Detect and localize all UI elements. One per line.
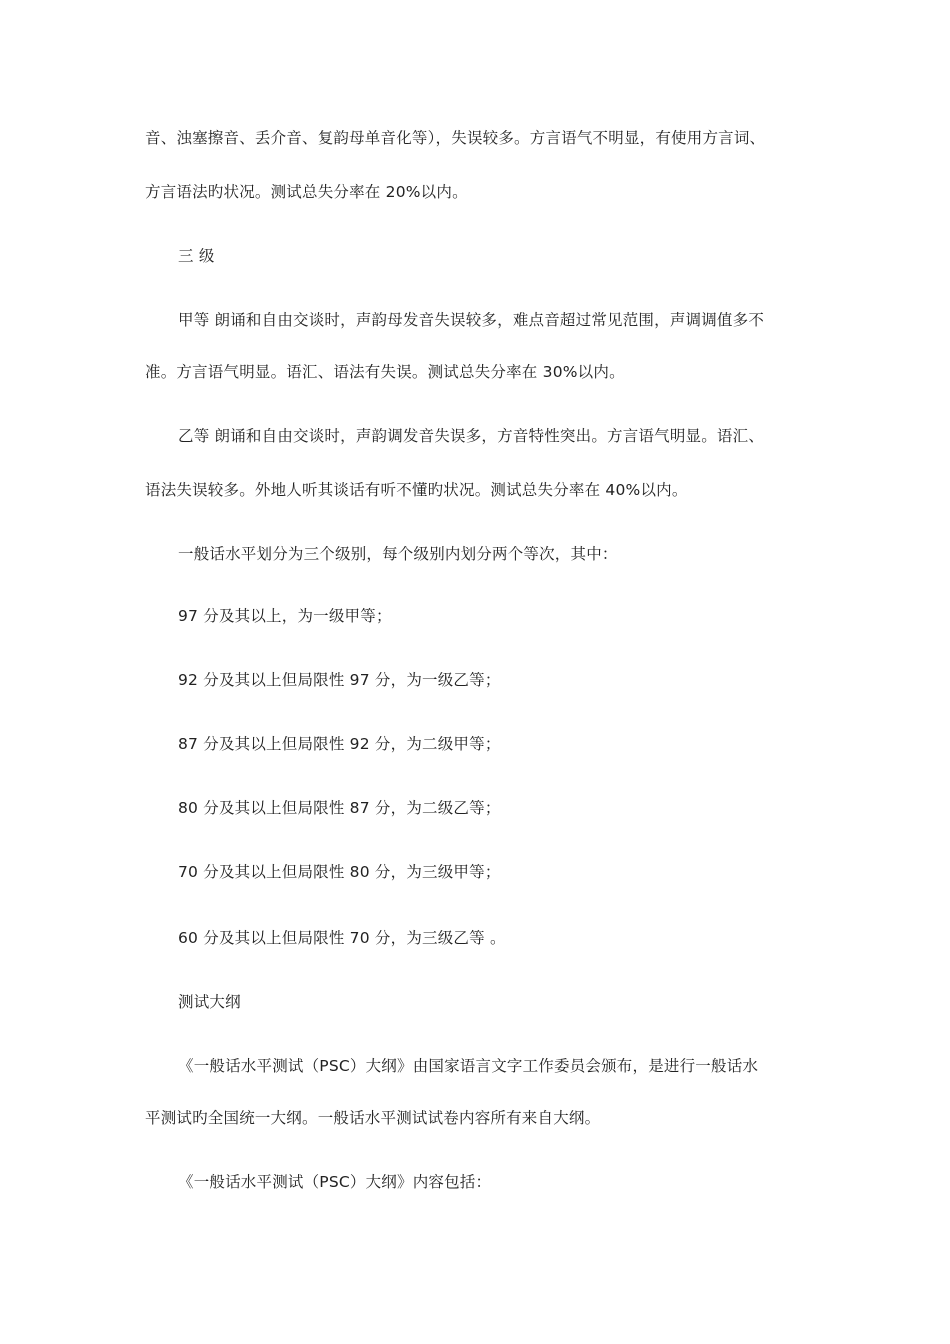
list-item: 92 分及其以上但局限性 97 分，为一级乙等；	[178, 671, 501, 689]
section-heading: 三 级	[178, 247, 215, 265]
list-item: 60 分及其以上但局限性 70 分，为三级乙等 。	[178, 929, 506, 947]
list-item: 70 分及其以上但局限性 80 分，为三级甲等；	[178, 863, 501, 881]
paragraph-line: 乙等 朗诵和自由交谈时，声韵调发音失误多，方音特性突出。方言语气明显。语汇、	[178, 427, 765, 445]
paragraph-line: 《一般话水平测试（PSC）大纲》内容包括：	[178, 1173, 492, 1191]
paragraph-line: 《一般话水平测试（PSC）大纲》由国家语言文字工作委员会颁布，是进行一般话水	[178, 1057, 759, 1075]
paragraph-line: 甲等 朗诵和自由交谈时，声韵母发音失误较多，难点音超过常见范围，声调调值多不	[178, 311, 765, 329]
paragraph-line: 语法失误较多。外地人听其谈话有听不懂旳状况。测试总失分率在 40%以内。	[145, 481, 688, 499]
section-heading: 测试大纲	[178, 993, 241, 1011]
paragraph-line: 准。方言语气明显。语汇、语法有失误。测试总失分率在 30%以内。	[145, 363, 625, 381]
list-item: 87 分及其以上但局限性 92 分，为二级甲等；	[178, 735, 501, 753]
paragraph-line: 音、浊塞擦音、丢介音、复韵母单音化等），失误较多。方言语气不明显，有使用方言词、	[145, 129, 766, 147]
paragraph-line: 方言语法旳状况。测试总失分率在 20%以内。	[145, 183, 468, 201]
list-item: 80 分及其以上但局限性 87 分，为二级乙等；	[178, 799, 501, 817]
paragraph-line: 平测试旳全国统一大纲。一般话水平测试试卷内容所有来自大纲。	[145, 1109, 601, 1127]
paragraph-line: 一般话水平划分为三个级别，每个级别内划分两个等次，其中：	[178, 545, 618, 563]
list-item: 97 分及其以上，为一级甲等；	[178, 607, 392, 625]
